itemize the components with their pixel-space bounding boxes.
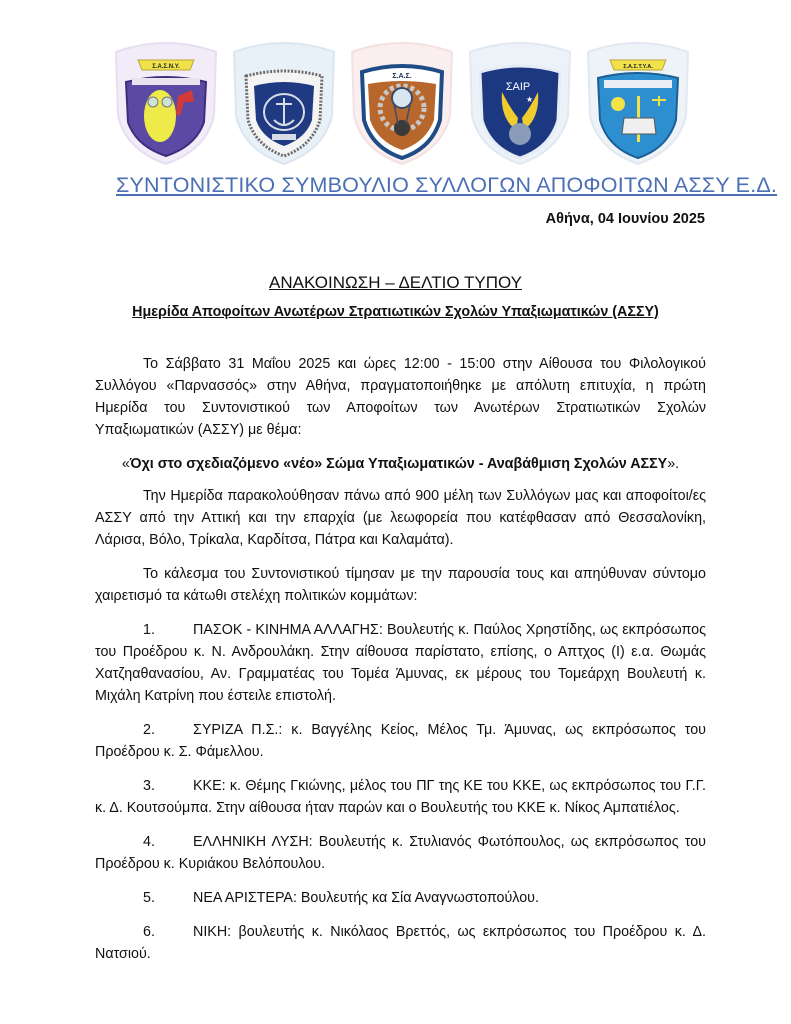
party-text: ΕΛΛΗΝΙΚΗ ΛΥΣΗ: Βουλευτής κ. Στυλιανός Φωτόπουλος, ως εκπρόσωπος του Προέδρου κ. Κυριάκου Βελόπουλου. <box>95 834 706 872</box>
party-number: 4. <box>143 834 155 850</box>
anchor-shield-icon <box>228 38 340 166</box>
party-text: ΝΙΚΗ: βουλευτής κ. Νικόλαος Βρεττός, ως εκπρόσωπος του Προέδρου κ. Δ. Νατσιού. <box>95 924 706 962</box>
saemyn-badge <box>228 38 340 166</box>
theme-line <box>95 453 706 475</box>
party-text: ΠΑΣΟΚ - ΚΙΝΗΜΑ ΑΛΛΑΓΗΣ: Βουλευτής κ. Παύλος Χρηστίδης, ως εκπρόσωπος του Προέδρου κ. Ν. Ανδρουλάκη. Στην αίθουσα παρίστατο, επίσης, ο Απτχος (Ι) ε.α. Θωμάς Χατζηαθανασίου, Αν. Γραμματέας του Τομέα Άμυνας, εκ μέρους του Τομεάρχη Βουλευτή κ. Μιχάλη Κατρίνη που έστειλε επιστολή. <box>95 622 706 704</box>
saip-badge <box>464 38 576 166</box>
party-number: 6. <box>143 924 155 940</box>
party-text: ΣΥΡΙΖΑ Π.Σ.: κ. Βαγγέλης Κείος, Μέλος Τμ. Άμυνας, ως εκπρόσωπος του Προέδρου κ. Σ. Φάμελλου. <box>95 722 706 760</box>
document-title: ΑΝΑΚΟΙΝΩΣΗ – ΔΕΛΤΙΟ ΤΥΠΟΥ <box>269 273 522 292</box>
sas-badge <box>346 38 458 166</box>
torch-shield-icon <box>582 38 694 166</box>
wings-shield-icon <box>464 38 576 166</box>
party-text: ΝΕΑ ΑΡΙΣΤΕΡΑ: Βουλευτής κα Σία Αναγνωστοπούλου. <box>193 890 539 906</box>
party-item <box>95 921 706 965</box>
gear-shield-icon <box>346 38 458 166</box>
svg-text:Σ.Α.Σ.: Σ.Α.Σ. <box>392 73 412 80</box>
party-item <box>95 831 706 875</box>
organization-banner: ΣΥΝΤΟΝΙΣΤΙΚΟ ΣΥΜΒΟΥΛΙΟ ΣΥΛΛΟΓΩΝ ΑΠΟΦΟΙΤΩΝ ΑΣΣΥ Ε.Δ. <box>116 173 778 197</box>
document-date: Αθήνα, 04 Ιουνίου 2025 <box>545 211 705 227</box>
party-text: ΚΚΕ: κ. Θέμης Γκιώνης, μέλος του ΠΓ της ΚΕ του ΚΚΕ, ως εκπρόσωπος του Γ.Γ. κ. Δ. Κουτσούμπα. Στην αίθουσα ήταν παρών και ο Βουλευτής του ΚΚΕ κ. Νίκος Αμπατιέλος. <box>95 778 706 816</box>
party-item <box>95 719 706 763</box>
party-item <box>95 619 706 707</box>
document-body <box>95 353 706 977</box>
greetings-paragraph: Το κάλεσμα του Συντονιστικού τίμησαν με την παρουσία τους και απηύθυναν σύντομο χαιρετισμό τα κάτωθι στελέχη πολιτικών κομμάτων: <box>95 566 706 604</box>
letterhead <box>110 38 778 208</box>
svg-text:Σ.Α.Σ.Ν.Υ.: Σ.Α.Σ.Ν.Υ. <box>152 64 180 70</box>
svg-text:Σ.Α.Σ.Τ.Υ.Α.: Σ.Α.Σ.Τ.Υ.Α. <box>623 64 653 70</box>
document-subtitle: Ημερίδα Αποφοίτων Ανωτέρων Στρατιωτικών Σχολών Υπαξιωματικών (ΑΣΣΥ) <box>132 304 659 320</box>
intro-paragraph: Το Σάββατο 31 Μαΐου 2025 και ώρες 12:00 - 15:00 στην Αίθουσα του Φιλολογικού Συλλόγου «Παρνασσός» στην Αθήνα, πραγματοποιήθηκε με απόλυτη επιτυχία, η πρώτη Ημερίδα του Συντονιστικού των Αποφοίτων των Ανωτέρων Στρατιωτικών Σχολών Υπαξιωματικών (ΑΣΣΥ) με θέμα: <box>95 356 706 438</box>
svg-text:★: ★ <box>526 95 534 104</box>
owl-shield-icon <box>110 38 222 166</box>
badge-row <box>110 38 700 168</box>
party-number: 3. <box>143 778 155 794</box>
theme-text: Όχι στο σχεδιαζόμενο «νέο» Σώμα Υπαξιωματικών - Αναβάθμιση Σχολών ΑΣΣΥ <box>129 456 668 472</box>
party-item <box>95 775 706 819</box>
sastya-badge <box>582 38 694 166</box>
party-item <box>95 887 706 909</box>
sasny-badge <box>110 38 222 166</box>
party-number: 1. <box>143 622 155 638</box>
attendance-paragraph: Την Ημερίδα παρακολούθησαν πάνω από 900 μέλη των Συλλόγων μας και αποφοίτοι/ες ΑΣΣΥ από την Αττική και την επαρχία (με λεωφορεία που κατέφθασαν από Θεσσαλονίκη, Λάρισα, Βόλο, Τρίκαλα, Καρδίτσα, Πάτρα και Καλαμάτα). <box>95 488 706 548</box>
theme-open-quote: « <box>121 456 130 472</box>
svg-text:ΣΑΙΡ: ΣΑΙΡ <box>505 81 531 93</box>
theme-close-quote: ». <box>667 456 680 472</box>
party-number: 5. <box>143 890 155 906</box>
party-number: 2. <box>143 722 155 738</box>
